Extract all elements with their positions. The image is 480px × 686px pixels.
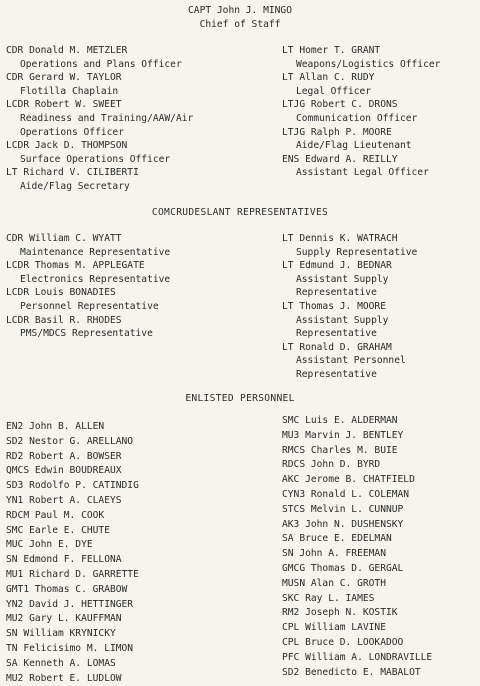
enlisted-entry: MUSN Alan C. GROTH [282,577,386,589]
entry-role: Aide/Flag Lieutenant [296,140,412,152]
enlisted-entry: AK3 John N. DUSHENSKY [282,518,404,530]
roster-entry [6,139,256,166]
enlisted-entry: SKC Ray L. IAMES [282,592,375,604]
enlisted-entry: MU3 Marvin J. BENTLEY [282,429,404,441]
entry-name: LTJG Robert C. DRONS [282,99,398,111]
roster-entry [282,153,478,180]
roster-entry [282,126,478,153]
entry-role: Supply Representative [296,246,418,258]
enlisted-entry: RM2 Joseph N. KOSTIK [282,607,398,619]
chief-of-staff-title: Chief of Staff [199,18,281,30]
entry-role: PMS/MDCS Representative [20,328,153,340]
enlisted-entry: QMCS Edwin BOUDREAUX [6,465,122,477]
enlisted-entry: SN John A. FREEMAN [282,548,386,560]
entry-name: LT Dennis K. WATRACH [282,233,398,244]
reps-section-title: COMCRUDESLANT REPRESENTATIVES [151,207,329,218]
entry-role: Assistant Supply [296,273,389,285]
roster-entry [282,259,478,300]
roster-entry [282,44,478,71]
entry-name: ENS Edward A. REILLY [282,153,398,165]
entry-role: Communication Officer [296,112,418,124]
entry-name: LT Thomas J. MOORE [282,300,386,312]
entry-name: CDR William C. WYATT [6,233,122,244]
entry-role: Representative [296,287,377,299]
enlisted-entry: SD2 Benedicto E. MABALOT [282,666,421,678]
entry-name: CDR Donald M. METZLER [6,45,128,56]
enlisted-entry: STCS Melvin L. CUNNUP [282,503,404,515]
enlisted-entry: CPL William LAVINE [282,622,386,634]
entry-name: LT Ronald D. GRAHAM [282,341,392,353]
enlisted-entry: RDCS John D. BYRD [282,459,381,471]
chief-of-staff-header [0,4,480,31]
enlisted-entry: CPL Bruce D. LOOKADOO [282,636,404,648]
enlisted-entry: GMT1 Thomas C. GRABOW [6,583,128,595]
entry-role: Maintenance Representative [20,246,171,258]
roster-entry [282,71,478,98]
entry-role: Readiness and Training/AAW/Air [20,112,194,124]
enlisted-entry: TN Felicisimo M. LIMON [6,642,134,654]
entry-name: LT Richard V. CILIBERTI [6,167,139,179]
staff-right-column [282,44,478,180]
entry-name: LCDR Basil R. RHODES [6,314,122,326]
chief-of-staff-name: CAPT John J. MINGO [188,5,292,16]
entry-name: LCDR Louis BONADIES [6,287,116,299]
enlisted-entry: MU2 Robert E. LUDLOW [6,672,122,684]
enlisted-entry: RDCM Paul M. COOK [6,509,105,521]
enlisted-entry: YN2 David J. HETTINGER [6,598,134,610]
staff-left-column [6,44,256,194]
enlisted-entry: SD3 Rodolfo P. CATINDIG [6,480,139,492]
enlisted-entry: SN Edmond F. FELLONA [6,554,122,566]
entry-role: Flotilla Chaplain [20,85,119,97]
entry-role: Legal Officer [296,85,372,97]
entry-name: LT Homer T. GRANT [282,45,381,56]
entry-role: Representative [296,328,377,340]
enlisted-entry: GMCG Thomas D. GERGAL [282,562,404,574]
entry-name: CDR Gerard W. TAYLOR [6,72,122,84]
entry-role: Aide/Flag Secretary [20,180,130,192]
entry-role: Assistant Legal Officer [296,167,429,179]
roster-entry [282,341,478,382]
enlisted-entry: AKC Jerome B. CHATFIELD [282,474,415,486]
enlisted-entry: MU1 Richard D. GARRETTE [6,568,139,580]
roster-entry [6,71,256,98]
enlisted-entry: EN2 John B. ALLEN [6,421,105,432]
entry-role: Surface Operations Officer [20,153,171,165]
enlisted-entry: SN William KRYNICKY [6,628,116,640]
enlisted-entry: SD2 Nestor G. ARELLANO [6,435,134,447]
entry-role: Operations Officer [20,126,124,138]
enlisted-entry: MUC John E. DYE [6,539,93,551]
roster-entry [282,232,478,259]
entry-role: Assistant Personnel [296,355,406,367]
roster-entry [282,300,478,341]
reps-left-column [6,232,256,341]
enlisted-entry: MU2 Gary L. KAUFFMAN [6,613,122,625]
roster-entry [6,314,256,341]
roster-entry [6,98,256,139]
enlisted-entry: YN1 Robert A. CLAEYS [6,494,122,506]
entry-name: LCDR Robert W. SWEET [6,99,122,111]
reps-right-column [282,232,478,382]
roster-entry [6,232,256,259]
entry-role: Representative [296,368,377,380]
enlisted-right-column [282,414,478,680]
entry-name: LCDR Thomas M. APPLEGATE [6,260,145,272]
roster-entry [6,286,256,313]
roster-entry [6,166,256,193]
enlisted-entry: RMCS Charles M. BUIE [282,444,398,456]
enlisted-entry: RD2 Robert A. BOWSER [6,450,122,462]
entry-name: LCDR Jack D. THOMPSON [6,140,128,152]
enlisted-entry: SMC Earle E. CHUTE [6,524,110,536]
enlisted-entry: PFC William A. LONDRAVILLE [282,651,433,663]
entry-name: LT Allan C. RUDY [282,72,375,84]
entry-name: LTJG Ralph P. MOORE [282,126,392,138]
enlisted-entry: SMC Luis E. ALDERMAN [282,415,398,426]
entry-role: Electronics Representative [20,273,171,285]
enlisted-entry: CYN3 Ronald L. COLEMAN [282,488,410,500]
roster-entry [6,44,256,71]
enlisted-entry: SA Bruce E. EDELMAN [282,533,392,545]
entry-role: Operations and Plans Officer [20,58,182,70]
enlisted-entry: SA Kenneth A. LOMAS [6,657,116,669]
entry-role: Personnel Representative [20,300,159,312]
roster-entry [6,259,256,286]
roster-entry [282,98,478,125]
enlisted-section-title: ENLISTED PERSONNEL [185,393,295,404]
enlisted-left-column [6,420,256,686]
entry-role: Weapons/Logistics Officer [296,58,441,70]
entry-role: Assistant Supply [296,314,389,326]
entry-name: LT Edmund J. BEDNAR [282,260,392,272]
